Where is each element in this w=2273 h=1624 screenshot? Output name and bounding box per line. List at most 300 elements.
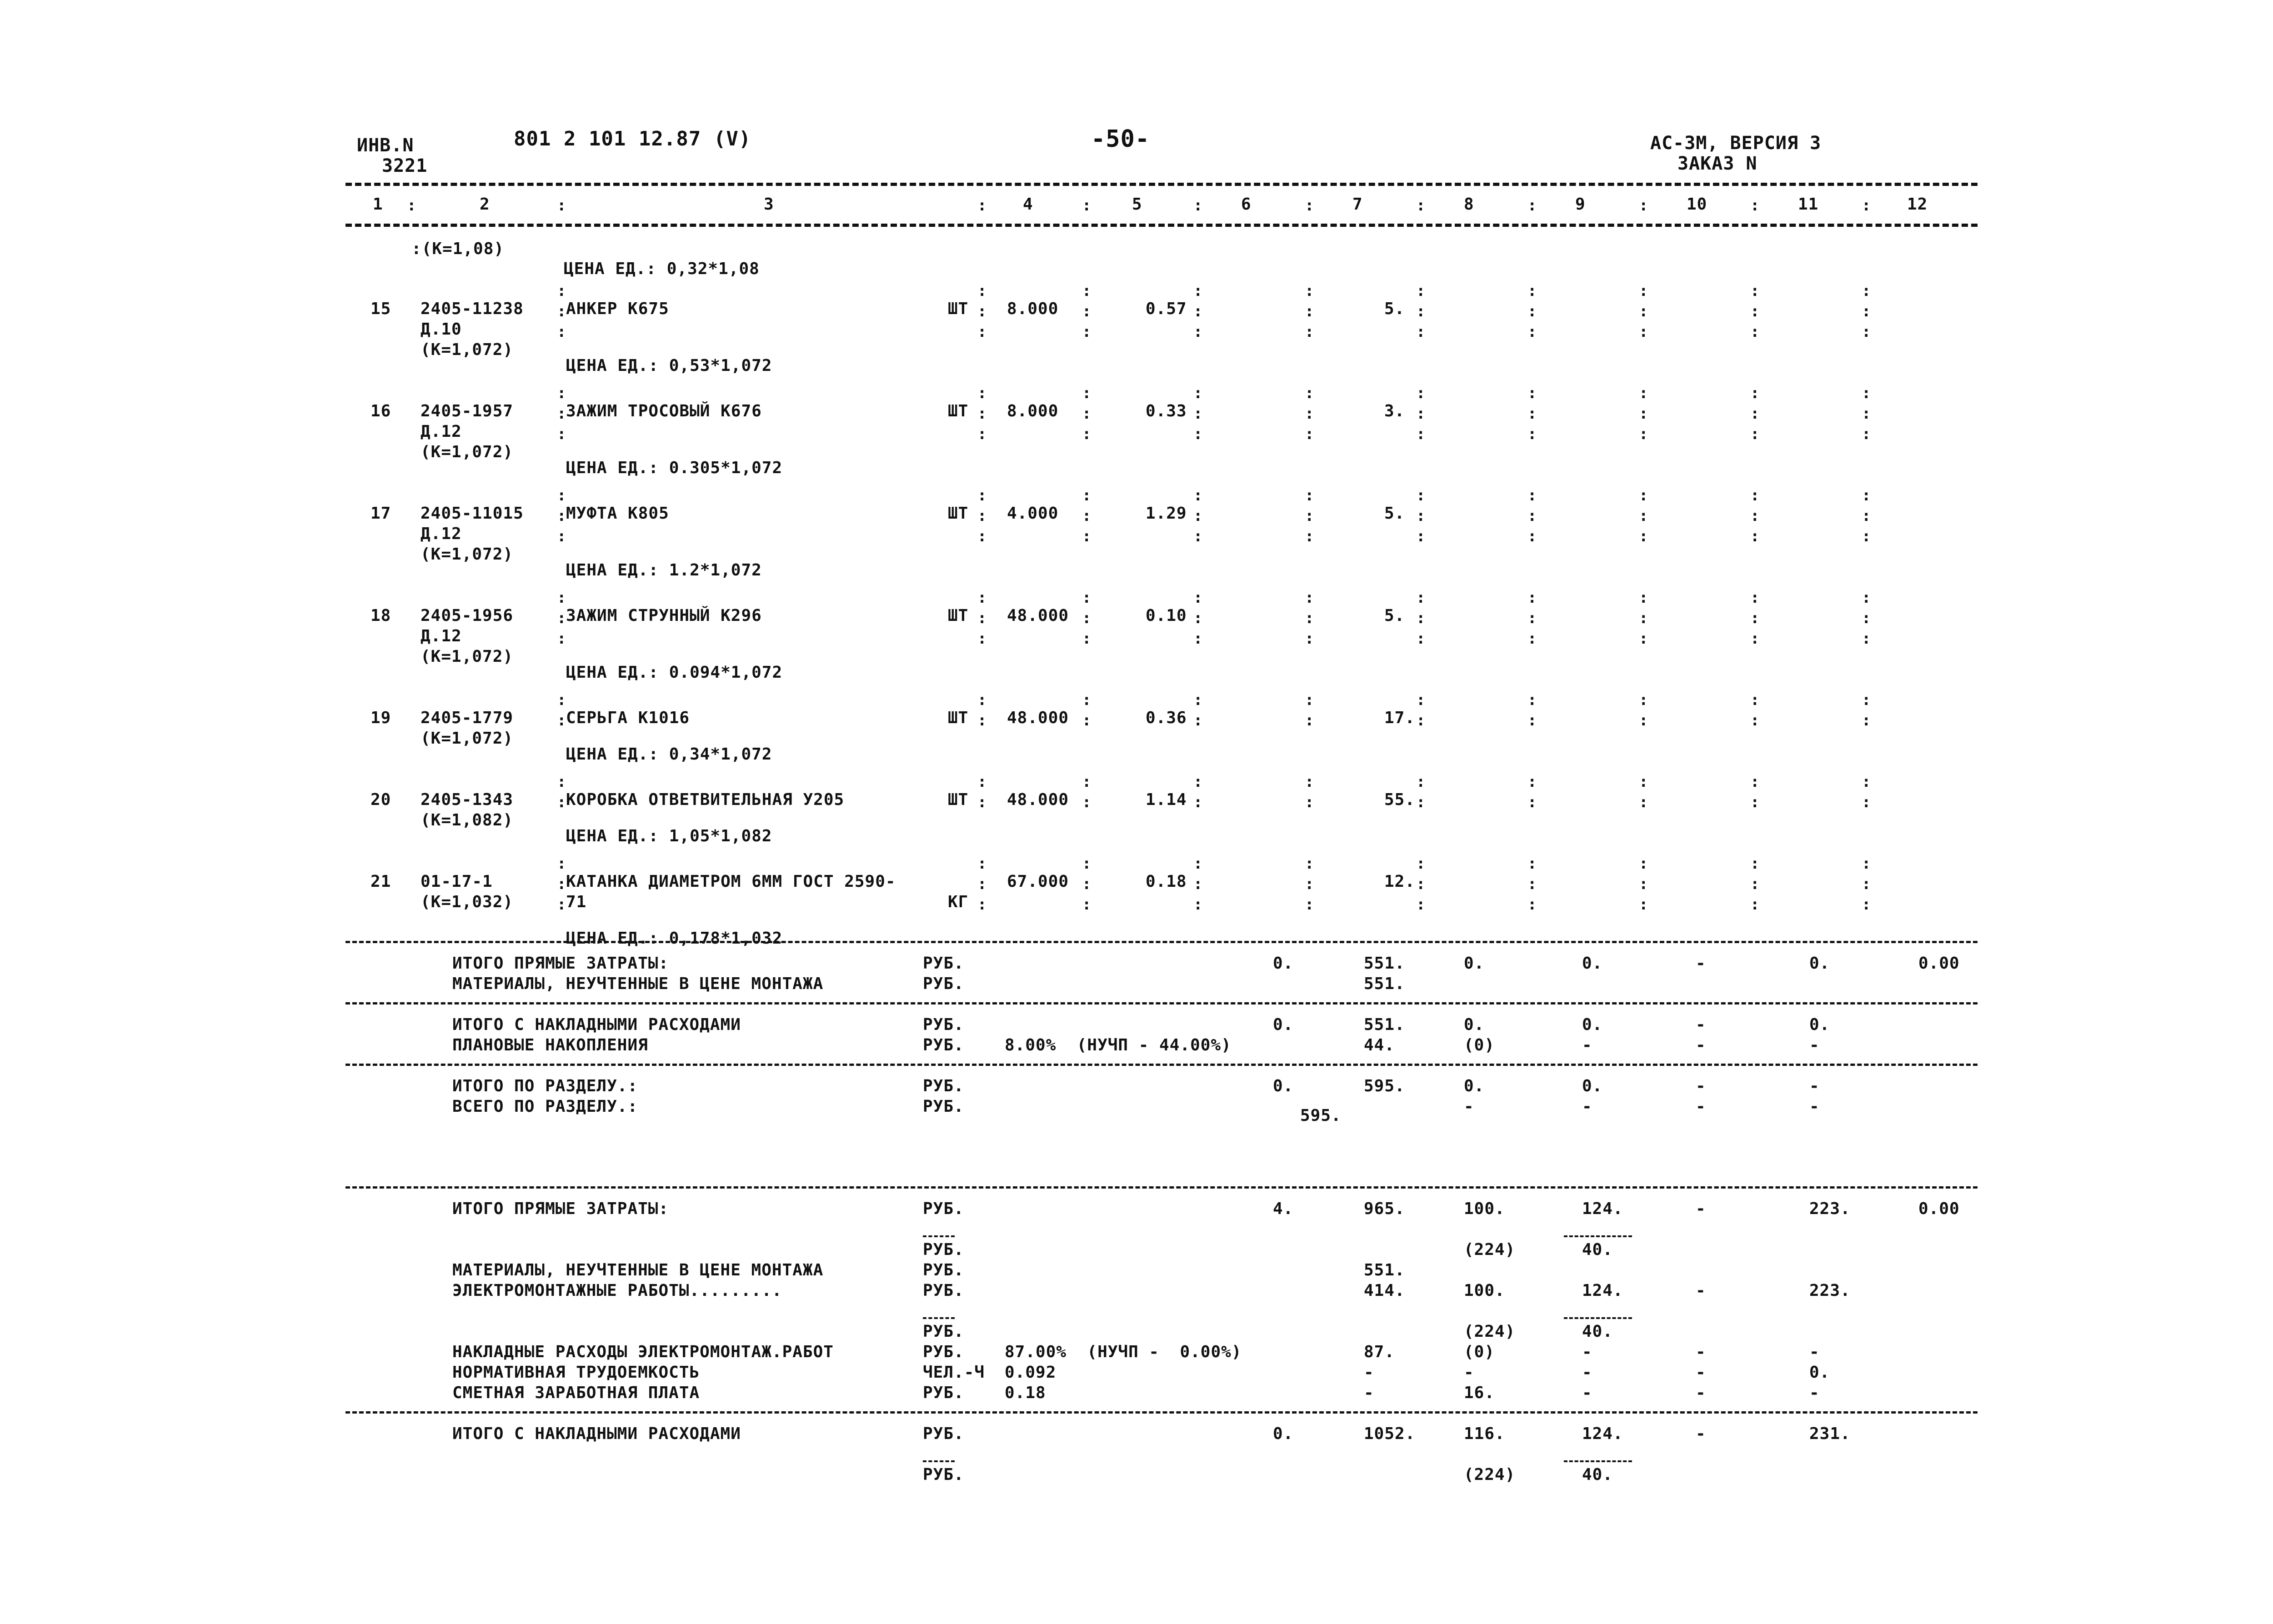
item-code-extra: (К=1,072) bbox=[421, 545, 514, 564]
summary-unit: РУБ. bbox=[923, 1240, 964, 1259]
column-separator: : bbox=[557, 405, 566, 423]
column-separator: : bbox=[1527, 711, 1537, 730]
column-separator: : bbox=[977, 589, 987, 607]
subtotal-separator bbox=[1564, 1317, 1632, 1319]
column-separator: : bbox=[1193, 630, 1203, 648]
column-separator: : bbox=[1082, 691, 1091, 709]
column-separator: : bbox=[557, 507, 566, 525]
item-price-line: ЦЕНА ЕД.: 0,53*1,072 bbox=[566, 356, 772, 375]
column-header-2: 2 bbox=[480, 195, 490, 214]
column-separator: : bbox=[977, 486, 987, 505]
item-price-line: ЦЕНА ЕД.: 0.305*1,072 bbox=[566, 459, 783, 477]
summary-label: ИТОГО ПО РАЗДЕЛУ.: bbox=[452, 1077, 638, 1095]
column-separator: : bbox=[1750, 302, 1760, 320]
item-unit-price: 0.18 bbox=[1146, 872, 1187, 891]
summary-unit: РУБ. bbox=[923, 1261, 964, 1279]
column-separator: : bbox=[1193, 854, 1203, 873]
column-separator: : bbox=[1416, 793, 1426, 811]
summary-mid: 87.00% (НУЧП - 0.00%) bbox=[1005, 1343, 1242, 1361]
column-separator: : bbox=[557, 875, 566, 893]
column-separator: : bbox=[1639, 793, 1648, 811]
column-separator: : bbox=[1639, 384, 1648, 402]
column-separator: : bbox=[977, 425, 987, 443]
column-separator: : bbox=[1082, 589, 1091, 607]
summary-unit: РУБ. bbox=[923, 954, 964, 973]
summary-c7: - bbox=[1364, 1384, 1374, 1402]
item-unit: ШТ bbox=[948, 402, 969, 420]
column-separator: : bbox=[1193, 711, 1203, 730]
column-separator: : bbox=[977, 282, 987, 300]
column-separator: : bbox=[1416, 711, 1426, 730]
item-total: 5. bbox=[1384, 504, 1405, 523]
summary-c11: - bbox=[1809, 1077, 1820, 1095]
summary-c7: 1052. bbox=[1364, 1424, 1416, 1443]
column-separator: : bbox=[1082, 302, 1091, 320]
column-separator: : bbox=[977, 196, 987, 215]
item-total: 55. bbox=[1384, 790, 1416, 809]
inventory-label: ИНВ.N bbox=[357, 135, 414, 156]
column-separator: : bbox=[1527, 589, 1537, 607]
column-separator: : bbox=[1639, 302, 1648, 320]
item-name: МУФТА К805 bbox=[566, 504, 669, 523]
column-separator: : bbox=[1193, 196, 1203, 215]
column-separator: : bbox=[1082, 425, 1091, 443]
column-separator: : bbox=[1862, 507, 1871, 525]
column-header-7: 7 bbox=[1352, 195, 1363, 214]
summary-c8: 0. bbox=[1464, 954, 1485, 973]
column-separator: : bbox=[1527, 282, 1537, 300]
column-separator: : bbox=[1193, 486, 1203, 505]
summary-unit: РУБ. bbox=[923, 1322, 964, 1341]
item-number: 15 bbox=[370, 300, 391, 318]
column-separator: : bbox=[1193, 384, 1203, 402]
item-code-extra: (К=1,072) bbox=[421, 340, 514, 359]
column-separator: : bbox=[1527, 405, 1537, 423]
item-price-line: ЦЕНА ЕД.: 1.2*1,072 bbox=[566, 561, 762, 580]
column-separator: : bbox=[977, 507, 987, 525]
column-separator: : bbox=[1082, 405, 1091, 423]
column-separator: : bbox=[1082, 507, 1091, 525]
column-separator: : bbox=[557, 854, 566, 873]
column-separator: : bbox=[1416, 609, 1426, 627]
item-name: ЗАЖИМ СТРУННЫЙ К296 bbox=[566, 606, 762, 625]
summary-c7: - bbox=[1364, 1363, 1374, 1382]
item-code: 2405-11238 bbox=[421, 300, 524, 318]
column-separator: : bbox=[1082, 384, 1091, 402]
column-separator: : bbox=[1639, 711, 1648, 730]
column-separator: : bbox=[1305, 486, 1314, 505]
column-separator: : bbox=[1639, 282, 1648, 300]
summary-c6: 0. bbox=[1273, 954, 1294, 973]
summary-unit: РУБ. bbox=[923, 1199, 964, 1218]
column-separator: : bbox=[1639, 507, 1648, 525]
item-code: 2405-1957 bbox=[421, 402, 514, 420]
column-separator: : bbox=[557, 793, 566, 811]
column-separator: : bbox=[1862, 425, 1871, 443]
summary-c9: 40. bbox=[1582, 1240, 1613, 1259]
column-separator: : bbox=[1862, 589, 1871, 607]
column-separator: : bbox=[1193, 282, 1203, 300]
column-separator: : bbox=[1750, 793, 1760, 811]
column-separator: : bbox=[1193, 425, 1203, 443]
column-separator: : bbox=[1862, 854, 1871, 873]
summary-c6: 0. bbox=[1273, 1077, 1294, 1095]
summary-c9: - bbox=[1582, 1363, 1592, 1382]
summary-c10: - bbox=[1696, 1343, 1706, 1361]
summary-label: ИТОГО ПРЯМЫЕ ЗАТРАТЫ: bbox=[452, 954, 669, 973]
summary-c11: 0. bbox=[1809, 1015, 1830, 1034]
column-separator: : bbox=[557, 609, 566, 627]
column-separator: : bbox=[1639, 691, 1648, 709]
column-separator: : bbox=[977, 691, 987, 709]
section-rule bbox=[345, 1411, 1978, 1414]
item-price-line: ЦЕНА ЕД.: 0,34*1,072 bbox=[566, 745, 772, 764]
column-separator: : bbox=[1416, 486, 1426, 505]
summary-label: НОРМАТИВНАЯ ТРУДОЕМКОСТЬ bbox=[452, 1363, 700, 1382]
column-separator: : bbox=[1305, 425, 1314, 443]
item-number: 20 bbox=[370, 790, 391, 809]
column-separator: : bbox=[1416, 384, 1426, 402]
item-number: 16 bbox=[370, 402, 391, 420]
item-unit: ШТ bbox=[948, 606, 969, 625]
summary-c8: 0. bbox=[1464, 1015, 1485, 1034]
item-unit: ШТ bbox=[948, 790, 969, 809]
column-separator: : bbox=[977, 384, 987, 402]
summary-unit: РУБ. bbox=[923, 1465, 964, 1484]
column-separator: : bbox=[1527, 527, 1537, 545]
column-separator: : bbox=[977, 630, 987, 648]
subtotal-separator bbox=[923, 1317, 955, 1319]
column-separator: : bbox=[977, 323, 987, 341]
summary-label: ИТОГО ПРЯМЫЕ ЗАТРАТЫ: bbox=[452, 1199, 669, 1218]
column-separator: : bbox=[1862, 302, 1871, 320]
summary-c7: 551. bbox=[1364, 974, 1405, 993]
summary-c10: - bbox=[1696, 1036, 1706, 1054]
section-rule bbox=[345, 1064, 1978, 1066]
summary-c10: - bbox=[1696, 1077, 1706, 1095]
column-separator: : bbox=[1416, 196, 1426, 215]
column-separator: : bbox=[1639, 323, 1648, 341]
column-separator: : bbox=[1305, 323, 1314, 341]
column-header-12: 12 bbox=[1907, 195, 1928, 214]
column-separator: : bbox=[557, 711, 566, 730]
summary-c11: - bbox=[1809, 1343, 1820, 1361]
column-separator: : bbox=[1416, 405, 1426, 423]
column-separator: : bbox=[1639, 854, 1648, 873]
column-separator: : bbox=[1862, 384, 1871, 402]
column-separator: : bbox=[1082, 875, 1091, 893]
summary-c10: - bbox=[1696, 1384, 1706, 1402]
column-separator: : bbox=[1750, 405, 1760, 423]
item-total: 5. bbox=[1384, 300, 1405, 318]
summary-unit: РУБ. bbox=[923, 1384, 964, 1402]
column-separator: : bbox=[1082, 323, 1091, 341]
summary-label: МАТЕРИАЛЫ, НЕУЧТЕННЫЕ В ЦЕНЕ МОНТАЖА bbox=[452, 974, 824, 993]
column-separator: : bbox=[1082, 793, 1091, 811]
summary-unit: РУБ. bbox=[923, 1036, 964, 1054]
inventory-number: 3221 bbox=[382, 155, 428, 176]
column-separator: : bbox=[1862, 609, 1871, 627]
price-line: ЦЕНА ЕД.: 0,32*1,08 bbox=[564, 260, 760, 278]
summary-c7: 595. bbox=[1364, 1077, 1405, 1095]
column-separator: : bbox=[1416, 302, 1426, 320]
item-unit-price: 0.36 bbox=[1146, 709, 1187, 727]
summary-c11: 223. bbox=[1809, 1281, 1851, 1300]
summary-c7: 414. bbox=[1364, 1281, 1405, 1300]
summary-c9: 40. bbox=[1582, 1465, 1613, 1484]
column-separator: : bbox=[1305, 507, 1314, 525]
column-separator: : bbox=[1750, 323, 1760, 341]
item-price-line: ЦЕНА ЕД.: 1,05*1,082 bbox=[566, 827, 772, 845]
summary-c8: 116. bbox=[1464, 1424, 1505, 1443]
column-separator: : bbox=[1527, 507, 1537, 525]
column-separator: : bbox=[1639, 196, 1648, 215]
column-separator: : bbox=[1305, 302, 1314, 320]
column-separator: : bbox=[1862, 773, 1871, 791]
column-separator: : bbox=[1862, 691, 1871, 709]
summary-c11: - bbox=[1809, 1097, 1820, 1116]
summary-c11: 0. bbox=[1809, 1363, 1830, 1382]
item-unit: КГ bbox=[948, 893, 969, 911]
item-unit: ШТ bbox=[948, 504, 969, 523]
document-code: 801 2 101 12.87 (V) bbox=[514, 127, 751, 150]
column-separator: : bbox=[977, 405, 987, 423]
column-separator: : bbox=[1862, 793, 1871, 811]
summary-c8: 16. bbox=[1464, 1384, 1495, 1402]
column-separator: : bbox=[1750, 773, 1760, 791]
summary-c9: - bbox=[1582, 1036, 1592, 1054]
item-code: 2405-1343 bbox=[421, 790, 514, 809]
column-separator: : bbox=[1750, 507, 1760, 525]
section-rule bbox=[345, 1186, 1978, 1189]
column-separator: : bbox=[1527, 854, 1537, 873]
column-separator: : bbox=[1082, 854, 1091, 873]
summary-c8: - bbox=[1464, 1363, 1474, 1382]
column-separator: : bbox=[1750, 630, 1760, 648]
item-code-extra: (К=1,072) bbox=[421, 729, 514, 748]
summary-c9: 40. bbox=[1582, 1322, 1613, 1341]
item-code-extra: (К=1,072) bbox=[421, 443, 514, 461]
summary-c10: - bbox=[1696, 1424, 1706, 1443]
item-quantity: 48.000 bbox=[1007, 606, 1069, 625]
summary-unit: РУБ. bbox=[923, 974, 964, 993]
item-name: ЗАЖИМ ТРОСОВЫЙ К676 bbox=[566, 402, 762, 420]
column-separator: : bbox=[1082, 711, 1091, 730]
column-separator: : bbox=[1639, 425, 1648, 443]
column-separator: : bbox=[1193, 302, 1203, 320]
item-name: КАТАНКА ДИАМЕТРОМ 6ММ ГОСТ 2590- bbox=[566, 872, 896, 891]
item-code: 2405-1956 bbox=[421, 606, 514, 625]
column-header-10: 10 bbox=[1687, 195, 1707, 214]
column-separator: : bbox=[1639, 630, 1648, 648]
summary-unit: РУБ. bbox=[923, 1015, 964, 1034]
column-separator: : bbox=[1639, 875, 1648, 893]
column-separator: : bbox=[1193, 323, 1203, 341]
page-number: -50- bbox=[1091, 125, 1150, 153]
column-separator: : bbox=[1305, 609, 1314, 627]
item-total: 12. bbox=[1384, 872, 1416, 891]
column-separator: : bbox=[1082, 609, 1091, 627]
summary-c8: (0) bbox=[1464, 1036, 1495, 1054]
column-separator: : bbox=[557, 630, 566, 648]
column-separator: : bbox=[1082, 527, 1091, 545]
column-separator: : bbox=[1082, 196, 1091, 215]
column-separator: : bbox=[1639, 609, 1648, 627]
summary-c9: - bbox=[1582, 1384, 1592, 1402]
summary-mid: 0.18 bbox=[1005, 1384, 1046, 1402]
column-separator: : bbox=[977, 875, 987, 893]
subtotal-separator bbox=[1564, 1460, 1632, 1462]
column-separator: : bbox=[1305, 895, 1314, 914]
column-separator: : bbox=[557, 773, 566, 791]
item-name: 71 bbox=[566, 893, 587, 911]
column-separator: : bbox=[1527, 609, 1537, 627]
item-code: 2405-1779 bbox=[421, 709, 514, 727]
column-separator: : bbox=[1416, 895, 1426, 914]
column-header-6: 6 bbox=[1241, 195, 1252, 214]
column-separator: : bbox=[1862, 486, 1871, 505]
column-separator: : bbox=[557, 282, 566, 300]
column-separator: : bbox=[1416, 691, 1426, 709]
item-quantity: 48.000 bbox=[1007, 709, 1069, 727]
item-unit-price: 1.14 bbox=[1146, 790, 1187, 809]
summary-unit: РУБ. bbox=[923, 1424, 964, 1443]
summary-label: ПЛАНОВЫЕ НАКОПЛЕНИЯ bbox=[452, 1036, 648, 1054]
item-unit-price: 0.57 bbox=[1146, 300, 1187, 318]
item-code-extra: Д.12 bbox=[421, 525, 462, 543]
column-separator: : bbox=[557, 527, 566, 545]
column-separator: : bbox=[557, 895, 566, 914]
column-separator: : bbox=[1527, 196, 1537, 215]
column-separator: : bbox=[1082, 630, 1091, 648]
subtotal-separator bbox=[1564, 1235, 1632, 1237]
column-separator: : bbox=[1305, 384, 1314, 402]
column-separator: : bbox=[1193, 691, 1203, 709]
column-separator: : bbox=[1750, 711, 1760, 730]
summary-label: СМЕТНАЯ ЗАРАБОТНАЯ ПЛАТА bbox=[452, 1384, 700, 1402]
summary-label: ВСЕГО ПО РАЗДЕЛУ.: bbox=[452, 1097, 638, 1116]
column-separator: : bbox=[1862, 323, 1871, 341]
summary-mid: 0.092 bbox=[1005, 1363, 1056, 1382]
column-separator: : bbox=[1305, 691, 1314, 709]
column-separator: : bbox=[1639, 405, 1648, 423]
summary-c12: 0.00 bbox=[1918, 1199, 1960, 1218]
item-unit-price: 0.33 bbox=[1146, 402, 1187, 420]
item-code-extra: (К=1,032) bbox=[421, 893, 514, 911]
column-separator: : bbox=[1193, 589, 1203, 607]
column-separator: : bbox=[1305, 875, 1314, 893]
summary-c10: - bbox=[1696, 1097, 1706, 1116]
column-separator: : bbox=[1750, 875, 1760, 893]
column-header-3: 3 bbox=[764, 195, 774, 214]
column-separator: : bbox=[1305, 773, 1314, 791]
item-unit-price: 0.10 bbox=[1146, 606, 1187, 625]
k-coefficient-line: :(К=1,08) bbox=[411, 240, 505, 258]
column-separator: : bbox=[1305, 589, 1314, 607]
column-separator: : bbox=[1750, 282, 1760, 300]
column-header-4: 4 bbox=[1023, 195, 1033, 214]
column-separator: : bbox=[1305, 711, 1314, 730]
column-separator: : bbox=[1416, 854, 1426, 873]
item-total: 3. bbox=[1384, 402, 1405, 420]
column-separator: : bbox=[1527, 486, 1537, 505]
item-code-extra: Д.12 bbox=[421, 627, 462, 645]
item-total: 5. bbox=[1384, 606, 1405, 625]
column-separator: : bbox=[1416, 773, 1426, 791]
column-separator: : bbox=[1082, 895, 1091, 914]
column-separator: : bbox=[1305, 405, 1314, 423]
summary-c6: 0. bbox=[1273, 1015, 1294, 1034]
column-separator: : bbox=[1416, 527, 1426, 545]
column-separator: : bbox=[1639, 895, 1648, 914]
summary-c12: 0.00 bbox=[1918, 954, 1960, 973]
item-unit: ШТ bbox=[948, 300, 969, 318]
summary-c7: 44. bbox=[1364, 1036, 1395, 1054]
item-unit: ШТ bbox=[948, 709, 969, 727]
column-separator: : bbox=[977, 527, 987, 545]
column-header-1: 1 bbox=[373, 195, 383, 214]
column-separator: : bbox=[977, 302, 987, 320]
item-price-line: ЦЕНА ЕД.: 0.094*1,072 bbox=[566, 663, 783, 682]
column-separator: : bbox=[1862, 405, 1871, 423]
summary-c10: - bbox=[1696, 1199, 1706, 1218]
column-separator: : bbox=[557, 691, 566, 709]
summary-c10: - bbox=[1696, 954, 1706, 973]
column-separator: : bbox=[1750, 589, 1760, 607]
column-separator: : bbox=[1193, 875, 1203, 893]
column-separator: : bbox=[977, 773, 987, 791]
column-separator: : bbox=[1416, 425, 1426, 443]
column-separator: : bbox=[1416, 282, 1426, 300]
summary-c11: 231. bbox=[1809, 1424, 1851, 1443]
section-rule bbox=[345, 941, 1978, 943]
summary-unit: РУБ. bbox=[923, 1077, 964, 1095]
item-code-extra: (К=1,082) bbox=[421, 811, 514, 829]
column-separator: : bbox=[1527, 793, 1537, 811]
column-separator: : bbox=[557, 486, 566, 505]
column-separator: : bbox=[1750, 609, 1760, 627]
section-rule bbox=[345, 1002, 1978, 1004]
column-separator: : bbox=[1193, 895, 1203, 914]
summary-c11: 0. bbox=[1809, 954, 1830, 973]
item-price-line: ЦЕНА ЕД.: 0,178*1,032 bbox=[566, 929, 783, 948]
summary-c8: (0) bbox=[1464, 1343, 1495, 1361]
column-separator: : bbox=[1193, 609, 1203, 627]
column-separator: : bbox=[1416, 323, 1426, 341]
summary-c9: 124. bbox=[1582, 1424, 1623, 1443]
column-separator: : bbox=[1305, 630, 1314, 648]
item-quantity: 67.000 bbox=[1007, 872, 1069, 891]
column-separator: : bbox=[977, 854, 987, 873]
summary-c10: - bbox=[1696, 1363, 1706, 1382]
item-number: 21 bbox=[370, 872, 391, 891]
column-separator: : bbox=[1082, 486, 1091, 505]
item-name: КОРОБКА ОТВЕТВИТЕЛЬНАЯ У205 bbox=[566, 790, 845, 809]
item-number: 18 bbox=[370, 606, 391, 625]
column-separator: : bbox=[1750, 895, 1760, 914]
column-separator: : bbox=[557, 196, 566, 215]
column-separator: : bbox=[1527, 875, 1537, 893]
column-separator: : bbox=[1305, 196, 1314, 215]
column-separator: : bbox=[1862, 711, 1871, 730]
column-separator: : bbox=[557, 323, 566, 341]
summary-c8: 0. bbox=[1464, 1077, 1485, 1095]
item-code-extra: Д.10 bbox=[421, 320, 462, 339]
column-separator: : bbox=[977, 711, 987, 730]
column-separator: : bbox=[1416, 507, 1426, 525]
column-separator: : bbox=[1305, 854, 1314, 873]
summary-c6b: 595. bbox=[1300, 1106, 1342, 1125]
